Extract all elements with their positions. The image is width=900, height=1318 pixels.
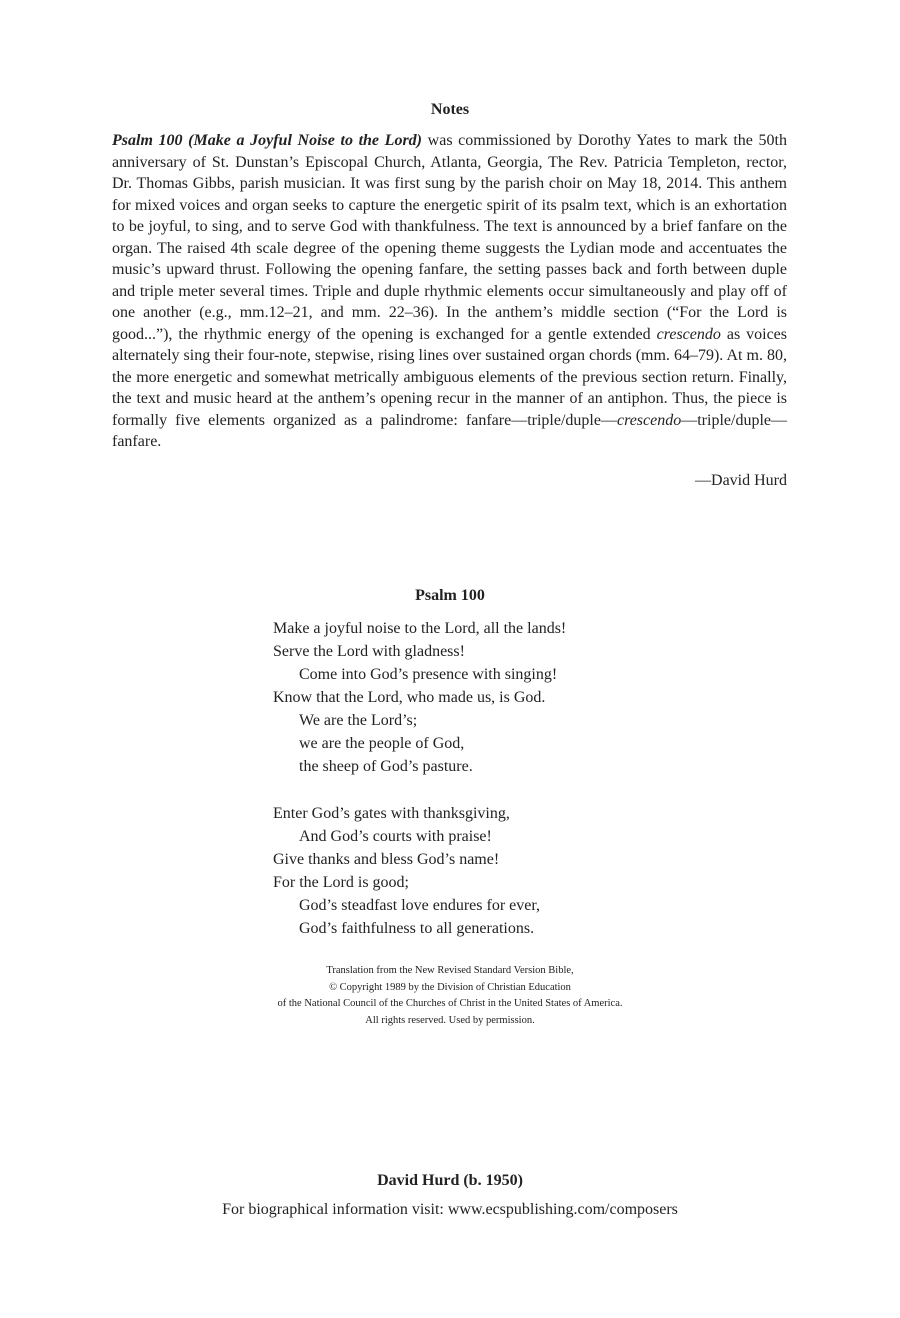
- notes-crescendo-2: crescendo: [616, 411, 682, 429]
- composer-name: David Hurd (b. 1950): [377, 1172, 523, 1189]
- psalm-line: Enter God’s gates with thanksgiving,: [273, 805, 510, 822]
- psalm-stanza-1: [273, 617, 673, 778]
- copyright-notice: [0, 963, 900, 1029]
- psalm-line: Make a joyful noise to the Lord, all the lands!: [273, 620, 567, 637]
- notes-text-part3: —triple/duple—fanfare.: [112, 411, 787, 450]
- copyright-line: Translation from the New Revised Standard Version Bible,: [326, 965, 574, 976]
- notes-signature: —David Hurd: [695, 472, 787, 489]
- copyright-line: of the National Council of the Churches of Christ in the United States of America.: [277, 998, 623, 1009]
- psalm-line: God’s faithfulness to all generations.: [299, 920, 535, 937]
- psalm-line: we are the people of God,: [299, 735, 465, 752]
- notes-lead-title: Psalm 100 (Make a Joyful Noise to the Lord): [112, 132, 423, 149]
- copyright-line: All rights reserved. Used by permission.: [365, 1014, 535, 1026]
- psalm-line: God’s steadfast love endures for ever,: [299, 897, 541, 914]
- notes-text-part1: was commissioned by Dorothy Yates to mark the 50th anniversary of St. Dunstan’s Episcopal Church, Atlanta, Georgia, The Rev. Patricia Templeton, rector, Dr. Thomas Gibbs, parish musician. It was first sung by the parish choir on May 18, 2014. This anthem for mixed voices and organ seeks to capture the energetic spirit of its psalm text, which is an exhortation to be joyful, to sing, and to serve God with thankfulness. The text is announced by a brief fanfare on the organ. The raised 4th scale degree of the opening theme suggests the Lydian mode and accentuates the music’s upward thrust. Following the opening fanfare, the setting passes back and forth between duple and triple meter several times. Triple and duple rhythmic elements occur simultaneously and play off of one another (e.g., mm.12–21, and mm. 22–36). In the anthem’s middle section (“For the Lord is good...”), the rhythmic energy of the opening is exchanged for a gentle extended: [112, 132, 787, 343]
- notes-text-part2: as voices alternately sing their four-note, stepwise, rising lines over sustained organ chords (mm. 64–79). At m. 80, the more energetic and somewhat metrically ambiguous elements of the previous section return. Finally, the text and music heard at the anthem’s opening recur in the manner of an antiphon. Thus, the piece is formally five elements organized as a palindrome: fanfare—triple/duple—: [112, 325, 788, 429]
- composer-bio-link: For biographical information visit: www.ecspublishing.com/composers: [222, 1201, 678, 1218]
- notes-paragraph: [112, 130, 787, 453]
- psalm-line: We are the Lord’s;: [299, 712, 418, 729]
- psalm-line: Give thanks and bless God’s name!: [273, 851, 500, 868]
- psalm-line: For the Lord is good;: [273, 874, 409, 891]
- psalm-line: Know that the Lord, who made us, is God.: [273, 689, 546, 706]
- notes-title: Notes: [430, 101, 470, 118]
- copyright-line: © Copyright 1989 by the Division of Christian Education: [329, 981, 571, 993]
- psalm-line: And God’s courts with praise!: [299, 828, 492, 845]
- notes-crescendo-1: crescendo: [656, 325, 721, 343]
- psalm-title: Psalm 100: [415, 587, 485, 604]
- psalm-stanza-2: [273, 802, 673, 940]
- psalm-line: Come into God’s presence with singing!: [299, 666, 558, 683]
- psalm-line: Serve the Lord with gladness!: [273, 643, 465, 660]
- psalm-line: the sheep of God’s pasture.: [299, 758, 473, 775]
